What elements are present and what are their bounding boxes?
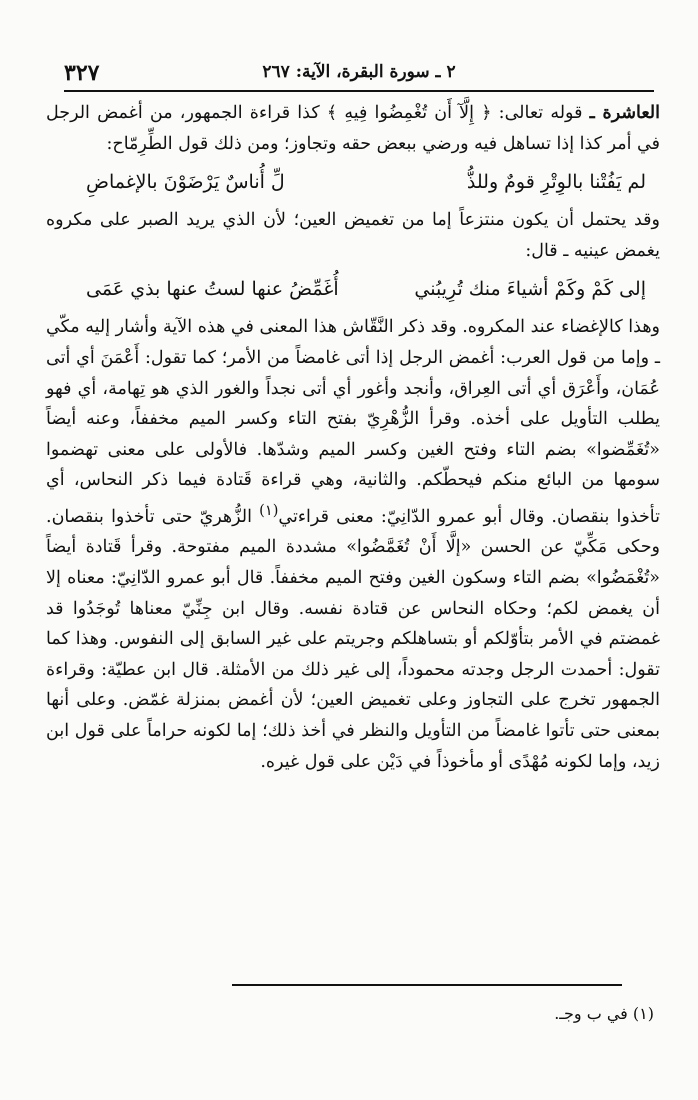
paragraph-1 [46,98,660,159]
paragraph-1-text: قوله تعالى: ﴿ إِلَّآ أَن تُغْمِضُوا فِيهِ ﴾ كذا قراءة الجمهور، من أغمض الرجل في أمر كذا إذا تساهل فيه ورضي ببعض حقه وتجاوز؛ ومن ذلك قول الطِّرِمّاح: [46,103,660,154]
paragraph-3-continued: الزُّهريّ حتى تأخذوا بنقصان. وحكى مَكِّيّ عن الحسن «إلَّا أَنْ تُغَمَّضُوا» مشددة الميم مفتوحة. وقرأ قَتادة أيضاً «تُغْمَضُوا» بضم التاء وسكون الغين وفتح الميم مخففاً. قال أبو عمرو الدّانِيّ: معناه إلا أن يغمض لكم؛ وحكاه النحاس عن قتادة نفسه. وقال ابن جِنِّيّ معناها تُوجَدُوا قد غمضتم في الأمر بتأوّلكم أو بتساهلكم وجريتم على غير السابق إلى النفوس. وهذا كما تقول: أحمدت الرجل وجدته محموداً، إلى غير ذلك من الأمثلة. قال ابن عطيّة: وقراءة الجمهور تخرج على التجاوز وعلى تغميض العين؛ لأن أغمض بمنزلة غمّض. وعلى أنها بمعنى حتى تأتوا غامضاً من التأويل والنظر في أخذ ذلك؛ إما لكونه حراماً على قول ابن زيد، وإما لكونه مُهْدًى أو مأخوذاً في دَيْن على قول غيره. [46,506,660,772]
verse-2-second-hemistich: أُغَمِّضُ عنها لستُ عنها بذي عَمَى [86,278,339,301]
footnote-separator [232,984,622,986]
verse-1-second-hemistich: لِّ أُناسٌ يَرْضَوْنَ بالإغماضِ [86,171,285,194]
paragraph-3 [46,312,660,777]
footnote-reference: (١) [259,501,279,519]
page-number: ٣٢٧ [64,60,100,86]
footnote: (١) في ب وجـ. [554,1004,654,1023]
paragraph-3-text: وهذا كالإغضاء عند المكروه. وقد ذكر النَّقّاش هذا المعنى في هذه الآية وأشار إليه مكّي ـ وإما من قول العرب: أغمض الرجل إذا أتى غامضاً من الأمر؛ كما تقول: أَعْمَنَ أي أتى عُمَان، وأَعْرَق أي أتى العِراق، وأنجد وأغور أي أتى نجداً والغور الذي هو تِهامة، أي فهو يطلب التأويل على أخذه. وقرأ الزُّهْرِيّ بفتح التاء وكسر الميم مخففاً، وعنه أيضاً «تُغَمِّضوا» بضم التاء وفتح الغين وكسر الميم وشدّها. فالأولى على معنى تهضموا سومها من البائع منكم فيحطّكم. والثانية، وهي قراءة قَتادة فيما ذكر النحاس، أي تأخذوا بنقصان. وقال أبو عمرو الدّانِيّ: معنى قراءتي [46,317,660,527]
running-title: ٢ ـ سورة البقرة، الآية: ٢٦٧ [262,62,456,82]
verse-2 [86,272,646,306]
running-header [64,60,654,92]
verse-1-first-hemistich: لم يَفُتْنا بالوِتْرِ قومٌ وللذُّ [466,171,646,194]
issue-lead: العاشرة ـ [589,103,660,123]
main-text [46,98,660,777]
paragraph-2: وقد يحتمل أن يكون منتزعاً إما من تغميض العين؛ لأن الذي يريد الصبر على مكروه يغمض عينيه ـ قال: [46,210,660,261]
verse-1 [86,165,646,199]
verse-2-first-hemistich: إلى كَمْ وكَمْ أشياءَ منك تُرِيبُني [414,278,646,301]
